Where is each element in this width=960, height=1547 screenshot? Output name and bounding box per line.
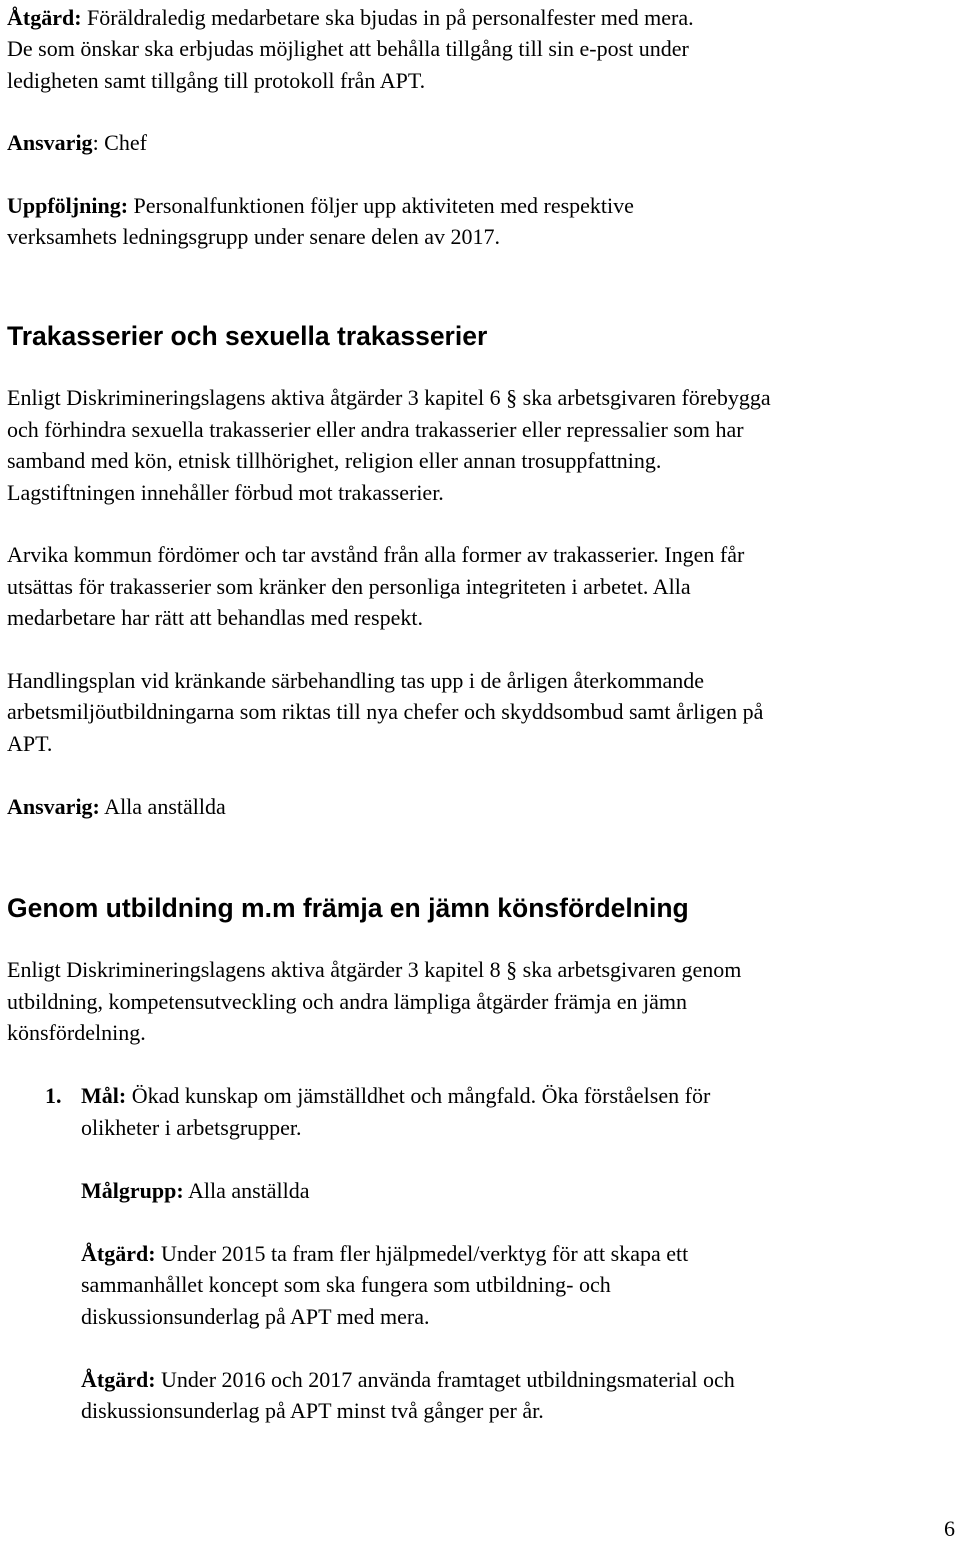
body-line: diskussionsunderlag på APT med mera. [81,1304,430,1329]
ansvarig-label: Ansvarig [7,130,93,155]
body-line: medarbetare har rätt att behandlas med respekt. [7,605,423,630]
atgard-label: Åtgärd: [81,1367,156,1392]
body-line: Lagstiftningen innehåller förbud mot trakasserier. [7,480,444,505]
uppfoljning-line: Uppföljning: Personalfunktionen följer upp aktiviteten med respektive [7,193,634,218]
atgard-line: Åtgärd: Under 2015 ta fram fler hjälpmedel/verktyg för att skapa ett [81,1241,689,1266]
atgard-label: Åtgärd: [7,5,82,30]
body-line: verksamhets ledningsgrupp under senare delen av 2017. [7,224,501,249]
body-line: utbildning, kompetensutveckling och andra lämpliga åtgärder främja en jämn [7,989,687,1014]
body-line: diskussionsunderlag på APT minst två gånger per år. [81,1398,544,1423]
malgrupp-label: Målgrupp: [81,1178,184,1203]
atgard-line: Åtgärd: Under 2016 och 2017 använda framtaget utbildningsmaterial och [81,1367,735,1392]
ansvarig-line: Ansvarig: Alla anställda [7,794,226,819]
section-heading-utbildning: Genom utbildning m.m främja en jämn könsfördelning [7,893,689,923]
body-line: könsfördelning. [7,1020,146,1045]
malgrupp-line: Målgrupp: Alla anställda [81,1178,310,1203]
body-line: Handlingsplan vid kränkande särbehandling tas upp i de årligen återkommande [7,668,705,693]
body-line: olikheter i arbetsgrupper. [81,1115,302,1140]
body-line: De som önskar ska erbjudas möjlighet att behålla tillgång till sin e-post under [7,36,689,61]
atgard-line: Åtgärd: Föräldraledig medarbetare ska bjudas in på personalfester med mera. [7,5,694,30]
mal-line: Mål: Ökad kunskap om jämställdhet och mångfald. Öka förståelsen för [81,1083,711,1108]
body-line: ledigheten samt tillgång till protokoll från APT. [7,68,426,93]
uppfoljning-label: Uppföljning: [7,193,129,218]
section-heading-trakasserier: Trakasserier och sexuella trakasserier [7,321,488,351]
body-line: arbetsmiljöutbildningarna som riktas till nya chefer och skyddsombud samt årligen på [7,699,764,724]
mal-label: Mål: [81,1083,127,1108]
body-line: utsättas för trakasserier som kränker den personliga integriteten i arbetet. Alla [7,574,691,599]
body-line: Enligt Diskrimineringslagens aktiva åtgärder 3 kapitel 6 § ska arbetsgivaren förebygga [7,385,771,410]
atgard-label: Åtgärd: [81,1241,156,1266]
body-line: Enligt Diskrimineringslagens aktiva åtgärder 3 kapitel 8 § ska arbetsgivaren genom [7,957,742,982]
body-line: sammanhållet koncept som ska fungera som utbildning- och [81,1272,611,1297]
body-line: samband med kön, etnisk tillhörighet, religion eller annan trosuppfattning. [7,448,662,473]
ansvarig-line: Ansvarig: Chef [7,130,147,155]
body-line: och förhindra sexuella trakasserier eller andra trakasserier eller repressalier som har [7,417,744,442]
body-line: APT. [7,731,53,756]
ansvarig-label: Ansvarig: [7,794,100,819]
list-number: 1. [45,1083,62,1108]
body-line: Arvika kommun fördömer och tar avstånd från alla former av trakasserier. Ingen får [7,542,745,567]
page-number: 6 [944,1516,955,1541]
